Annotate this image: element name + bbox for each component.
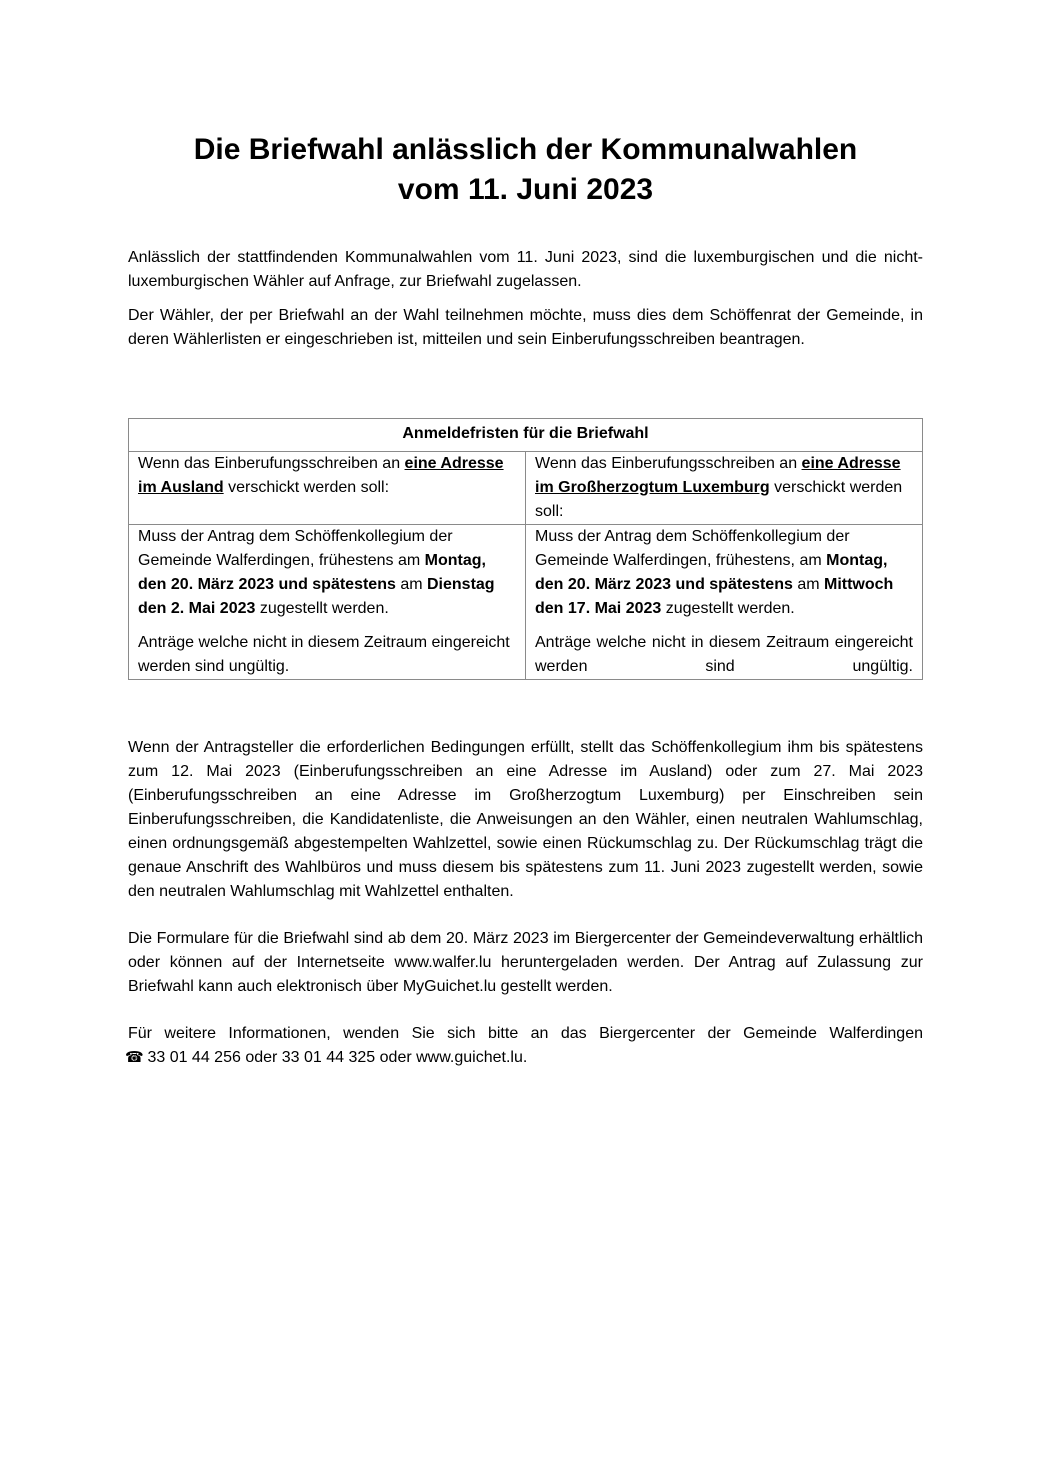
registration-deadlines-table [128,418,923,680]
address-lux-emphasis: eine Adresse im Großherzogtum Luxemburg [535,455,901,496]
intro-paragraph-2: Der Wähler, der per Briefwahl an der Wahl teilnehmen möchte, muss dies dem Schöffenrat der Gemeinde, in deren Wählerlisten er eingeschrieben ist, mitteilen und sein Einberufungsschreiben beantragen. [128,307,923,348]
address-abroad-prefix: Wenn das Einberufungsschreiben an [138,455,405,472]
deadline-abroad-suffix: zugestellt werden. [255,600,389,617]
deadline-abroad-end: Dienstag den 2. Mai 2023 [138,576,495,617]
deadline-lux-end: Mittwoch den 17. Mai 2023 [535,576,894,617]
cell-deadline-luxembourg [526,525,923,680]
deadline-abroad-start: Montag, den 20. März 2023 und spätestens [138,552,486,593]
deadline-lux-text [535,525,913,621]
address-lux-prefix: Wenn das Einberufungsschreiben an [535,455,802,472]
deadline-lux-start: Montag, den 20. März 2023 und spätestens [535,552,888,593]
title-line-1: Die Briefwahl anlässlich der Kommunalwahlen [193,133,858,166]
contact-line-1: Für weitere Informationen, wenden Sie sich bitte an das Biergercenter der Gemeinde Walferdingen [128,1025,923,1042]
address-abroad-suffix: verschickt werden soll: [223,479,390,496]
deadline-abroad-text [138,525,516,621]
phone-icon: ☎ [125,1049,144,1066]
deadline-lux-prefix: Muss der Antrag dem Schöffenkollegium der Gemeinde Walferdingen, frühestens, am [535,528,850,569]
table-row-address [129,452,923,525]
address-abroad-emphasis: eine Adresse im Ausland [138,455,504,496]
contact-line-2 [125,1046,923,1070]
contact-phone-numbers: 33 01 44 256 oder 33 01 44 325 oder www.guichet.lu. [143,1049,528,1066]
invalid-notice-luxembourg: Anträge welche nicht in diesem Zeitraum eingereicht werden sind ungültig. [535,634,913,675]
body-paragraph-forms: Die Formulare für die Briefwahl sind ab dem 20. März 2023 im Biergercenter der Gemeindeverwaltung erhältlich oder können auf der Internetseite www.walfer.lu heruntergeladen werden. Der Antrag auf Zulassung zur Briefwahl kann auch elektronisch über MyGuichet.lu gestellt werden. [128,930,923,995]
address-lux-suffix: verschickt werden soll: [535,479,903,520]
contact-paragraph [125,1022,923,1070]
table-header: Anmeldefristen für die Briefwahl [129,419,923,452]
cell-address-abroad [129,452,526,525]
table-row-deadlines [129,525,923,680]
intro-paragraph-1: Anlässlich der stattfindenden Kommunalwahlen vom 11. Juni 2023, sind die luxemburgischen und die nicht-luxemburgischen Wähler auf Anfrage, zur Briefwahl zugelassen. [128,249,923,290]
cell-address-luxembourg [526,452,923,525]
document-title [128,130,923,210]
deadline-abroad-mid: am [395,576,427,593]
invalid-notice-abroad: Anträge welche nicht in diesem Zeitraum eingereicht werden sind ungültig. [138,634,510,675]
title-line-2: vom 11. Juni 2023 [397,173,654,206]
cell-deadline-abroad [129,525,526,680]
deadline-lux-mid: am [792,576,824,593]
body-paragraph-conditions: Wenn der Antragsteller die erforderlichen Bedingungen erfüllt, stellt das Schöffenkollegium ihm bis spätestens zum 12. Mai 2023 (Einberufungsschreiben an eine Adresse im Ausland) oder zum 27. Mai 2023 (Einberufungsschreiben an eine Adresse im Großherzogtum Luxemburg) per Einschreiben sein Einberufungsschreiben, die Kandidatenliste, die Anweisungen an den Wähler, einen neutralen Wahlumschlag, einen ordnungsgemäß abgestempelten Wahlzettel, sowie einen Rückumschlag zu. Der Rückumschlag trägt die genaue Anschrift des Wahlbüros und muss diesem bis spätestens zum 11. Juni 2023 zugestellt werden, sowie den neutralen Wahlumschlag mit Wahlzettel enthalten. [128,739,923,900]
deadline-abroad-prefix: Muss der Antrag dem Schöffenkollegium der Gemeinde Walferdingen, frühestens am [138,528,453,569]
deadline-lux-suffix: zugestellt werden. [661,600,795,617]
